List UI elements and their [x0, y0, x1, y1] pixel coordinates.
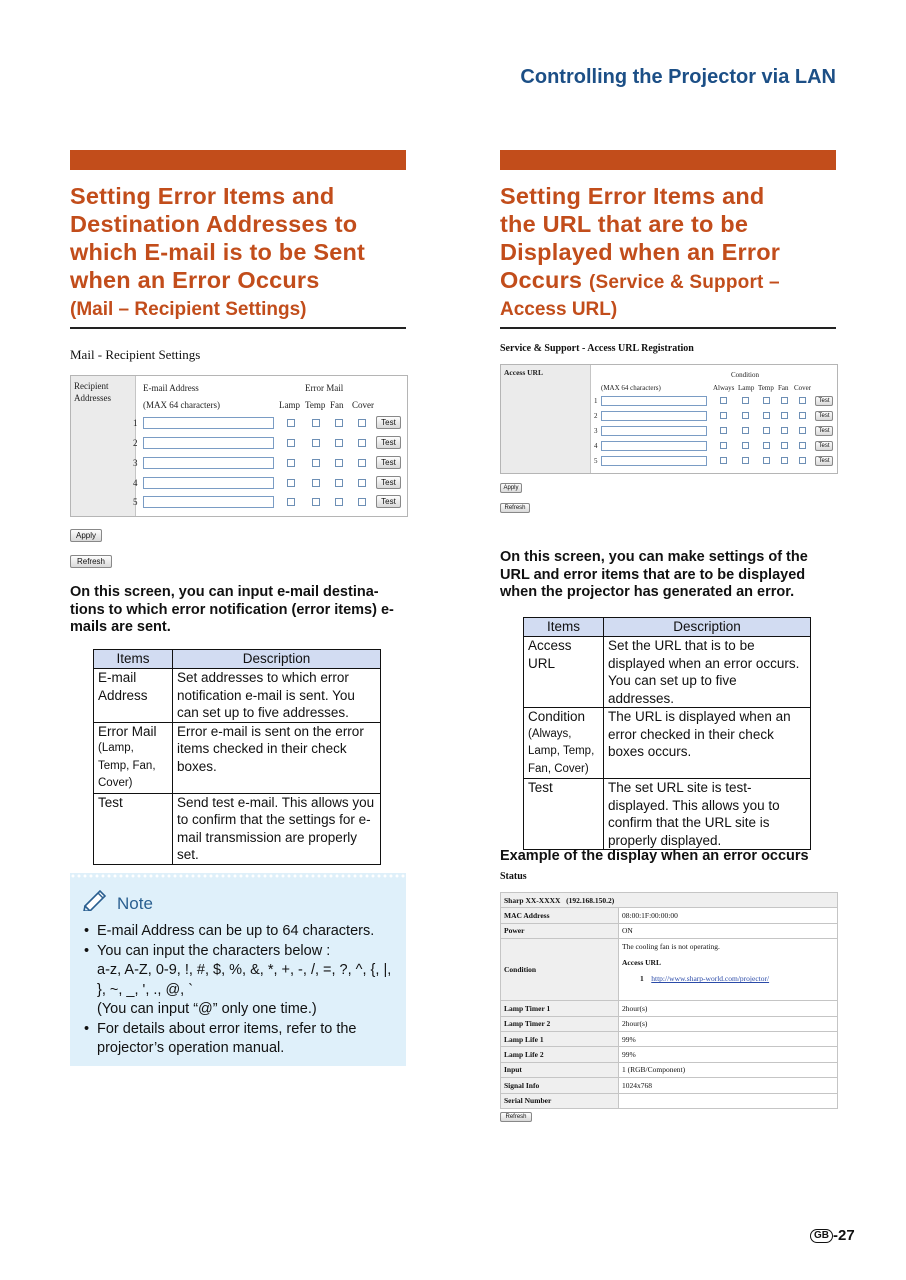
table-row — [94, 722, 381, 793]
table-row: Condition The cooling fan is not operating. Access URL 1 http://www.sharp-world.com/projector/ — [501, 939, 838, 1001]
temp-checkbox[interactable] — [312, 479, 320, 487]
recipient-label: Recipient — [74, 381, 109, 391]
col-lamp: Lamp — [279, 400, 300, 410]
item-description: Error e-mail is sent on the error items checked in their check boxes. — [173, 722, 381, 793]
status-table — [500, 892, 838, 1109]
lamp-checkbox[interactable] — [742, 442, 749, 449]
always-checkbox[interactable] — [720, 427, 727, 434]
table-row: Serial Number — [501, 1093, 838, 1108]
row-number: 5 — [594, 457, 598, 465]
temp-checkbox[interactable] — [312, 419, 320, 427]
url-max-note: (MAX 64 characters) — [601, 384, 661, 392]
access-url-heading: Access URL — [622, 958, 661, 968]
device-ip: (192.168.150.2) — [566, 895, 615, 905]
test-button[interactable]: Test — [815, 456, 833, 466]
status-title: Status — [500, 871, 527, 882]
cover-checkbox[interactable] — [799, 427, 806, 434]
row-number: 5 — [133, 497, 138, 507]
item-name: E-mail Address — [98, 670, 148, 703]
list-item — [84, 942, 400, 1020]
cover-checkbox[interactable] — [799, 397, 806, 404]
screenshot-title: Service & Support - Access URL Registration — [500, 343, 694, 354]
row-number: 3 — [133, 458, 138, 468]
apply-button[interactable]: Apply — [500, 483, 522, 493]
section-title: Setting Error Items and the URL that are to be Displayed when an Error Occurs (Service & Support – — [500, 183, 781, 293]
url-input[interactable] — [601, 456, 707, 466]
items-header: Items — [524, 618, 604, 637]
table-row — [524, 637, 811, 708]
table-row: Signal Info 1024x768 — [501, 1078, 838, 1093]
note-text: • You can input the characters below : — [97, 942, 331, 959]
lamp-checkbox[interactable] — [742, 397, 749, 404]
left-items-table — [93, 649, 381, 865]
email-input[interactable] — [143, 417, 274, 429]
section-title: Setting Error Items and Destination Addresses to which E-mail is to be Sent when an Error Occurs — [70, 183, 366, 293]
table-row: Lamp Timer 1 2hour(s) — [501, 1001, 838, 1016]
email-input[interactable] — [143, 437, 274, 449]
url-input[interactable] — [601, 441, 707, 451]
list-item: • For details about error items, refer to the projector’s operation manual. — [84, 1020, 400, 1059]
mail-settings-panel — [70, 375, 408, 517]
test-button[interactable]: Test — [815, 411, 833, 421]
temp-checkbox[interactable] — [763, 457, 770, 464]
lamp-checkbox[interactable] — [287, 439, 295, 447]
item-name: Test — [528, 780, 553, 795]
always-checkbox[interactable] — [720, 397, 727, 404]
cover-checkbox[interactable] — [799, 412, 806, 419]
item-description: The set URL site is test-displayed. This allows you to confirm that the URL site is properly displayed. — [604, 779, 811, 850]
cover-checkbox[interactable] — [799, 457, 806, 464]
test-button[interactable]: Test — [376, 456, 401, 469]
lamp-checkbox[interactable] — [287, 498, 295, 506]
region-badge: GB — [810, 1229, 833, 1243]
right-items-table — [523, 617, 811, 850]
test-button[interactable]: Test — [376, 476, 401, 489]
table-row: Lamp Timer 2 2hour(s) — [501, 1016, 838, 1031]
email-header: E-mail Address — [143, 383, 199, 393]
test-button[interactable]: Test — [376, 495, 401, 508]
temp-checkbox[interactable] — [312, 439, 320, 447]
fan-checkbox[interactable] — [335, 459, 343, 467]
access-url-link[interactable]: http://www.sharp-world.com/projector/ — [651, 974, 770, 984]
refresh-button[interactable]: Refresh — [70, 555, 112, 568]
section-subtitle: Access URL) — [500, 299, 618, 320]
row-number: 4 — [133, 478, 138, 488]
test-button[interactable]: Test — [376, 416, 401, 429]
test-button[interactable]: Test — [815, 441, 833, 451]
test-button[interactable]: Test — [376, 436, 401, 449]
item-name: Test — [98, 794, 123, 810]
lamp-checkbox[interactable] — [287, 419, 295, 427]
item-name: Error Mail — [98, 723, 157, 739]
access-url-panel — [500, 364, 838, 474]
fan-checkbox[interactable] — [781, 442, 788, 449]
item-description: Send test e-mail. This allows you to confirm that the settings for e-mail transmission are properly set. — [173, 793, 381, 864]
divider — [500, 327, 836, 329]
table-row: Power ON — [501, 923, 838, 938]
cover-checkbox[interactable] — [358, 419, 366, 427]
note-border — [70, 873, 406, 879]
fan-checkbox[interactable] — [335, 479, 343, 487]
left-intro: On this screen, you can input e-mail destina-tions to which error notification (error items) e-mails are sent. — [70, 584, 394, 635]
fan-checkbox[interactable] — [781, 457, 788, 464]
always-checkbox[interactable] — [720, 457, 727, 464]
fan-checkbox[interactable] — [781, 427, 788, 434]
divider — [70, 327, 406, 329]
item-name: Access URL — [528, 638, 572, 671]
condition-header: Condition — [731, 371, 760, 379]
description-header: Description — [604, 618, 811, 637]
item-sub: (Lamp, Temp, Fan, Cover) — [98, 742, 156, 789]
item-description: Set the URL that is to be displayed when an error occurs. You can set up to five addresses. — [604, 637, 811, 708]
list-item: • E-mail Address can be up to 64 characters. — [84, 922, 400, 942]
pencil-icon — [82, 887, 112, 911]
table-row — [524, 779, 811, 850]
table-row — [524, 708, 811, 779]
col-fan: Fan — [330, 400, 344, 410]
col-fan: Fan — [778, 384, 789, 392]
fan-checkbox[interactable] — [335, 439, 343, 447]
col-cover: Cover — [794, 384, 812, 392]
email-input[interactable] — [143, 477, 274, 489]
note-list — [84, 922, 400, 1059]
addresses-label: Addresses — [74, 393, 111, 403]
row-number: 1 — [133, 418, 138, 428]
row-number: 2 — [133, 438, 138, 448]
email-max-note: (MAX 64 characters) — [143, 400, 220, 410]
table-row: MAC Address 08:00:1F:00:00:00 — [501, 908, 838, 923]
right-intro: On this screen, you can make settings of the URL and error items that are to be displayed when the projector has generated an error. — [500, 549, 808, 600]
row-number: 4 — [594, 442, 598, 450]
items-header: Items — [94, 650, 173, 669]
example-heading: Example of the display when an error occurs — [500, 848, 809, 864]
cover-checkbox[interactable] — [358, 459, 366, 467]
item-name: Condition — [528, 709, 586, 724]
col-always: Always — [713, 384, 735, 392]
fan-checkbox[interactable] — [335, 419, 343, 427]
fan-checkbox[interactable] — [335, 498, 343, 506]
table-row: Lamp Life 2 99% — [501, 1047, 838, 1062]
device-name: Sharp XX-XXXX — [504, 895, 561, 905]
item-description: The URL is displayed when an error checked in their check boxes occurs. — [604, 708, 811, 779]
temp-checkbox[interactable] — [763, 397, 770, 404]
item-description: Set addresses to which error notification e-mail is sent. You can set up to five addresses. — [173, 669, 381, 723]
email-input[interactable] — [143, 457, 274, 469]
test-button[interactable]: Test — [815, 396, 833, 406]
lamp-checkbox[interactable] — [742, 457, 749, 464]
fan-checkbox[interactable] — [781, 412, 788, 419]
url-input[interactable] — [601, 411, 707, 421]
at-sign-note: (You can input “@” only one time.) — [97, 1001, 317, 1017]
always-checkbox[interactable] — [720, 442, 727, 449]
item-sub: (Always, Lamp, Temp, Fan, Cover) — [528, 727, 595, 775]
refresh-button[interactable]: Refresh — [500, 503, 530, 513]
test-button[interactable]: Test — [815, 426, 833, 436]
condition-message: The cooling fan is not operating. — [622, 942, 720, 952]
col-temp: Temp — [305, 400, 326, 410]
description-header: Description — [173, 650, 381, 669]
row-number: 2 — [594, 412, 598, 420]
url-input[interactable] — [601, 426, 707, 436]
screenshot-title: Mail - Recipient Settings — [70, 347, 201, 362]
section-bar — [70, 150, 406, 170]
section-subtitle: (Mail – Recipient Settings) — [70, 299, 307, 320]
temp-checkbox[interactable] — [763, 427, 770, 434]
temp-checkbox[interactable] — [763, 412, 770, 419]
col-cover: Cover — [352, 400, 374, 410]
apply-button[interactable]: Apply — [70, 529, 102, 542]
col-lamp: Lamp — [738, 384, 755, 392]
table-row: Input 1 (RGB/Component) — [501, 1062, 838, 1077]
section-bar — [500, 150, 836, 170]
page-number — [810, 1227, 855, 1244]
col-temp: Temp — [758, 384, 774, 392]
fan-checkbox[interactable] — [781, 397, 788, 404]
temp-checkbox[interactable] — [312, 459, 320, 467]
cover-checkbox[interactable] — [358, 479, 366, 487]
lamp-checkbox[interactable] — [742, 427, 749, 434]
running-header: Controlling the Projector via LAN — [520, 66, 836, 88]
table-row — [94, 793, 381, 864]
lamp-checkbox[interactable] — [287, 459, 295, 467]
note-box — [70, 873, 406, 1066]
lamp-checkbox[interactable] — [742, 412, 749, 419]
table-row — [94, 669, 381, 723]
refresh-button[interactable]: Refresh — [500, 1112, 532, 1122]
cover-checkbox[interactable] — [799, 442, 806, 449]
email-input[interactable] — [143, 496, 274, 508]
note-title: Note — [117, 894, 153, 913]
temp-checkbox[interactable] — [312, 498, 320, 506]
lamp-checkbox[interactable] — [287, 479, 295, 487]
row-number: 1 — [594, 397, 598, 405]
table-row: Lamp Life 1 99% — [501, 1031, 838, 1046]
page-number-text: -27 — [833, 1227, 855, 1244]
row-number: 3 — [594, 427, 598, 435]
access-url-label: Access URL — [501, 365, 591, 473]
temp-checkbox[interactable] — [763, 442, 770, 449]
always-checkbox[interactable] — [720, 412, 727, 419]
url-input[interactable] — [601, 396, 707, 406]
allowed-chars: }, ~, _, ', ., @, ` — [97, 981, 194, 998]
cover-checkbox[interactable] — [358, 498, 366, 506]
allowed-chars: a-z, A-Z, 0-9, !, #, $, %, &, *, +, -, /, =, ?, ^, {, |, — [97, 962, 392, 978]
error-mail-header: Error Mail — [305, 383, 344, 393]
cover-checkbox[interactable] — [358, 439, 366, 447]
